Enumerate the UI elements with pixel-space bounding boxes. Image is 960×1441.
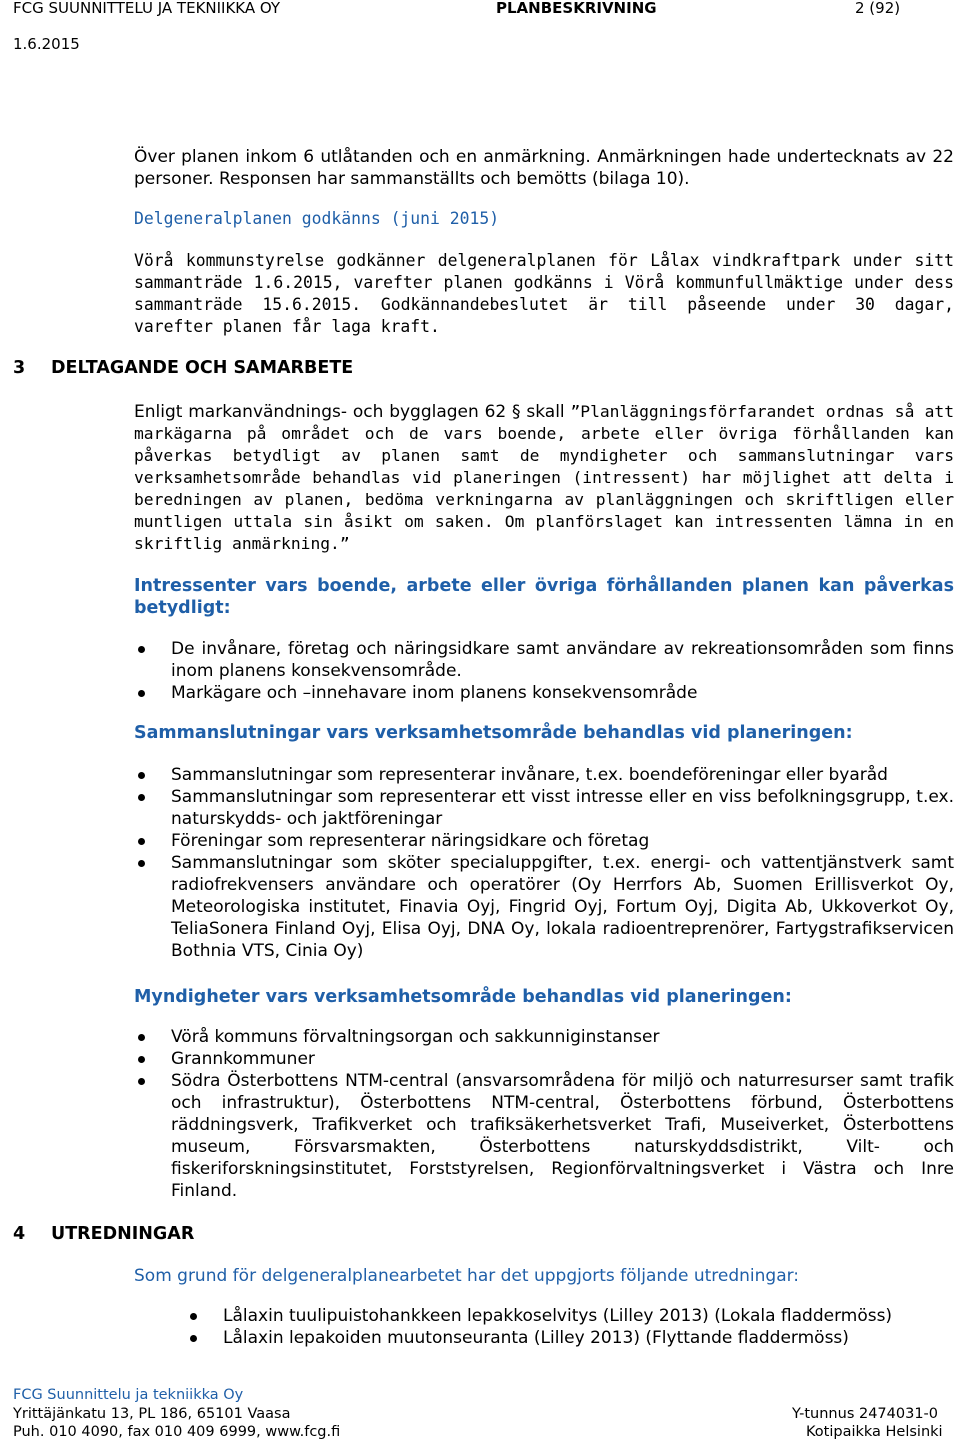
associations-list: [171, 764, 954, 962]
list-item: Markägare och –innehavare inom planens konsekvensområde: [171, 682, 954, 704]
footer-contact: Puh. 010 4090, fax 010 409 6999, www.fcg.fi: [13, 1424, 341, 1440]
footer-company: FCG Suunnittelu ja tekniikka Oy: [13, 1387, 244, 1403]
approval-paragraph: Vörå kommunstyrelse godkänner delgeneralplanen för Lålax vindkraftpark under sitt sammanträde 1.6.2015, varefter planen godkänns i Vörå kommunfullmäktige under dess sammanträde 15.6.2015. Godkännandebeslutet är till påseende under 30 dagar, varefter planen får laga kraft.: [134, 251, 954, 336]
associations-heading: Sammanslutningar vars verksamhetsområde behandlas vid planeringen:: [134, 723, 853, 743]
list-item: Lålaxin lepakoiden muutonseuranta (Lilley 2013) (Flyttande fladdermöss): [223, 1327, 923, 1349]
authorities-list: [171, 1026, 954, 1202]
stakeholders-list: [171, 638, 954, 704]
stakeholders-heading: Intressenter vars boende, arbete eller övriga förhållanden planen kan påverkas betydligt:: [134, 576, 954, 618]
section-4-heading: [13, 1223, 194, 1245]
footer-domicile: Kotipaikka Helsinki: [806, 1424, 943, 1440]
footer-address: Yrittäjänkatu 13, PL 186, 65101 Vaasa: [13, 1406, 291, 1422]
header-page-number: 2 (92): [855, 0, 901, 17]
section-title: UTREDNINGAR: [51, 1224, 195, 1244]
section-title: DELTAGANDE OCH SAMARBETE: [51, 358, 354, 378]
list-item: Sammanslutningar som representerar invånare, t.ex. boendeföreningar eller byaråd: [171, 764, 954, 786]
section-number: 4: [13, 1224, 26, 1244]
section-number: 3: [13, 358, 26, 378]
header-doc-type: PLANBESKRIVNING: [496, 0, 657, 17]
studies-list: [223, 1305, 923, 1349]
header-date: 1.6.2015: [13, 35, 80, 53]
list-item: Sammanslutningar som sköter specialuppgifter, t.ex. energi- och vattentjänstverk samt radiofrekvensers användare och operatörer (Oy Herrfors Ab, Suomen Erillisverkot Oy, Meteorologiska institutet, Finavia Oyj, Fingrid Oyj, Fortum Oyj, Digita Ab, Ukkoverkot Oy, TeliaSonera Finland Oyj, Elisa Oyj, DNA Oy, lokala radioentreprenörer, Fartygstrafikservicen Bothnia VTS, Cinia Oy): [171, 853, 954, 961]
law-quote-prefix: Enligt markanvändnings- och bygglagen 62 § skall: [134, 402, 571, 422]
footer-business-id: Y-tunnus 2474031-0: [792, 1406, 939, 1422]
approval-heading: Delgeneralplanen godkänns (juni 2015): [134, 209, 500, 228]
law-quote-text: ”Planläggningsförfarandet ordnas så att markägarna på området och de vars boende, arbete eller övriga förhållanden kan påverkas betydligt av planen samt de myndigheter och sammanslutningar vars verksamhetsområde behandlas vid planeringen (intressent) har möjlighet att delta i beredningen av planen, bedöma verkningarna av planläggningen och skriftligen eller muntligen uttala sin åsikt om saken. Om planförslaget kan intressenten lämna in en skriftlig anmärkning.”: [134, 402, 954, 553]
section-3-heading: [13, 357, 353, 379]
list-item: Föreningar som representerar näringsidkare och företag: [171, 830, 954, 852]
law-quote-paragraph: [134, 401, 954, 555]
list-item: De invånare, företag och näringsidkare samt användare av rekreationsområden som finns inom planens konsekvensområde.: [171, 639, 954, 681]
list-item: Grannkommuner: [171, 1048, 954, 1070]
list-item: Vörå kommuns förvaltningsorgan och sakkunniginstanser: [171, 1026, 954, 1048]
list-item: Södra Österbottens NTM-central (ansvarsområdena för miljö och naturresurser samt trafik och infrastruktur), Österbottens NTM-central, Österbottens förbund, Österbottens räddningsverk, Trafikverket och trafiksäkerhetsverket Trafi, Museiverket, Österbottens museum, Försvarsmakten, Österbottens naturskyddsdistrikt, Vilt- och fiskeriforskningsinstitutet, Forststyrelsen, Regionförvaltningsverket i Västra och Inre Finland.: [171, 1071, 954, 1201]
header-company: FCG SUUNNITTELU JA TEKNIIKKA OY: [13, 0, 281, 17]
list-item: Lålaxin tuulipuistohankkeen lepakkoselvitys (Lilley 2013) (Lokala fladdermöss): [223, 1305, 923, 1327]
authorities-heading: Myndigheter vars verksamhetsområde behandlas vid planeringen:: [134, 987, 792, 1007]
list-item: Sammanslutningar som representerar ett visst intresse eller en viss befolkningsgrupp, t.ex. naturskydds- och jaktföreningar: [171, 787, 954, 829]
studies-intro: Som grund för delgeneralplanearbetet har det uppgjorts följande utredningar:: [134, 1266, 800, 1286]
intro-paragraph-responses: Över planen inkom 6 utlåtanden och en anmärkning. Anmärkningen hade undertecknats av 22 personer. Responsen har sammanställts och bemötts (bilaga 10).: [134, 147, 954, 189]
